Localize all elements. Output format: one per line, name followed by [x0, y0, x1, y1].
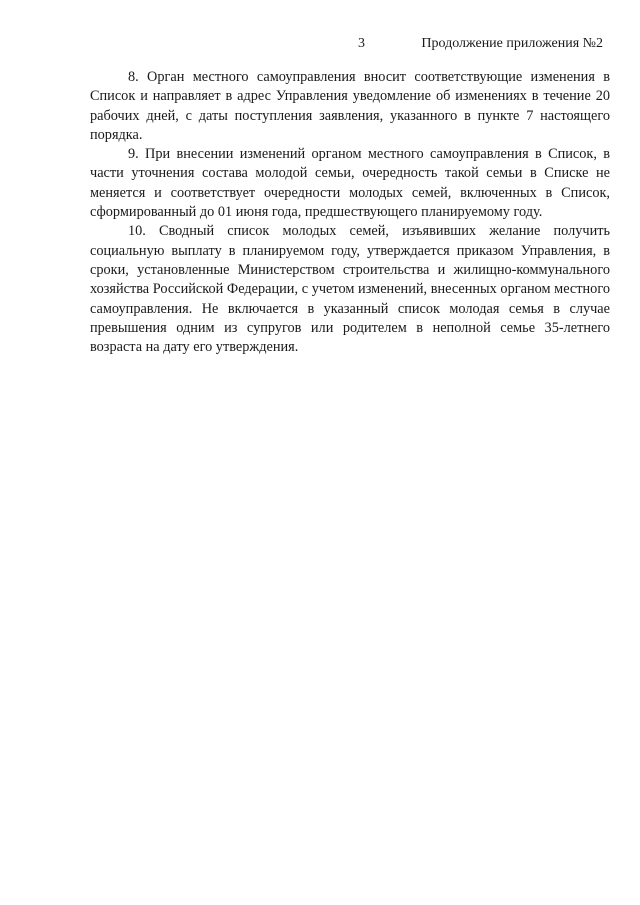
paragraph-10: 10. Сводный список молодых семей, изъявивших желание получить социальную выплату в планируемом году, утверждается приказом Управления, в сроки, установленные Министерством строительства и жилищно-коммунального хозяйства Российской Федерации, с учетом изменений, внесенных органом местного самоуправления. Не включается в указанный список молодая семья в случае превышения одним из супругов или родителем в неполной семье 35-летнего возраста на дату его утверждения. [90, 223, 610, 356]
paragraph-9: 9. При внесении изменений органом местного самоуправления в Список, в части уточнения состава молодой семьи, очередность такой семьи в Списке не меняется и соответствует очередности молодых семей, включенных в Список, сформированный до 01 июня года, предшествующего планируемому году. [90, 146, 610, 221]
appendix-title: Продолжение приложения №2 [421, 36, 603, 51]
document-body [90, 68, 610, 357]
paragraph-8: 8. Орган местного самоуправления вносит соответствующие изменения в Список и направляет в адрес Управления уведомление об изменениях в течение 20 рабочих дней, с даты поступления заявления, указанного в пункте 7 настоящего порядка. [90, 69, 610, 143]
page-header [0, 36, 640, 56]
page-number: 3 [358, 36, 365, 51]
